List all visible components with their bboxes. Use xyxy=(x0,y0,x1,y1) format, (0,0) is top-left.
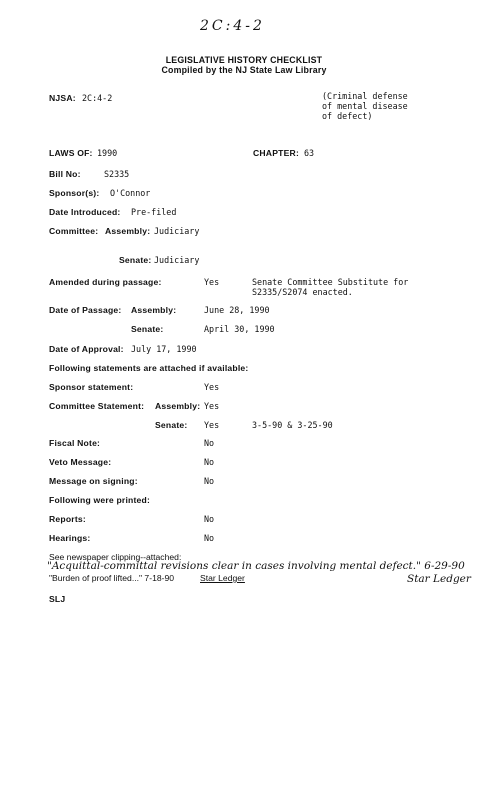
message-on-signing-value: No xyxy=(204,476,215,486)
committee-statement-assembly-value: Yes xyxy=(204,401,220,411)
njsa-label: NJSA: xyxy=(49,93,76,103)
amended-note-line-1: Senate Committee Substitute for xyxy=(252,277,409,287)
document-title: LEGISLATIVE HISTORY CHECKLIST xyxy=(165,55,323,65)
date-of-approval-label: Date of Approval: xyxy=(49,344,124,354)
committee-statement-senate-dates: 3-5-90 & 3-25-90 xyxy=(252,420,333,430)
following-printed-heading: Following were printed: xyxy=(49,495,151,505)
committee-senate-label: Senate: xyxy=(119,255,152,265)
passage-assembly-value: June 28, 1990 xyxy=(204,305,270,315)
fiscal-note-value: No xyxy=(204,438,215,448)
passage-senate-value: April 30, 1990 xyxy=(204,324,275,334)
passage-assembly-label: Assembly: xyxy=(131,305,177,315)
hearings-value: No xyxy=(204,533,215,543)
chapter-label: CHAPTER: xyxy=(253,148,299,158)
committee-label: Committee: xyxy=(49,226,99,236)
date-introduced-value: Pre-filed xyxy=(131,207,177,217)
reports-value: No xyxy=(204,514,215,524)
document-subtitle: Compiled by the NJ State Law Library xyxy=(161,65,327,75)
amended-label: Amended during passage: xyxy=(49,277,162,287)
date-of-passage-label: Date of Passage: xyxy=(49,305,122,315)
njsa-note-line-3: of defect) xyxy=(322,111,373,121)
committee-assembly-value: Judiciary xyxy=(154,226,200,236)
chapter-value: 63 xyxy=(304,148,315,158)
clipping-typed-2: "Burden of proof lifted..." 7-18-90 xyxy=(49,573,175,583)
laws-of-label: LAWS OF: xyxy=(49,148,93,158)
committee-statement-senate-label: Senate: xyxy=(155,420,188,430)
amended-note-line-2: S2335/S2074 enacted. xyxy=(252,287,353,297)
committee-statement-senate-value: Yes xyxy=(204,420,220,430)
date-introduced-label: Date Introduced: xyxy=(49,207,121,217)
njsa-note-line-2: of mental disease xyxy=(322,101,408,111)
sponsor-statement-label: Sponsor statement: xyxy=(49,382,134,392)
bill-no-value: S2335 xyxy=(104,169,130,179)
following-attached-heading: Following statements are attached if available: xyxy=(49,363,249,373)
veto-message-label: Veto Message: xyxy=(49,457,112,467)
sponsor-statement-value: Yes xyxy=(204,382,220,392)
clipping-handwritten-1-source: Star Ledger xyxy=(407,573,471,585)
njsa-note-line-1: (Criminal defense xyxy=(322,91,408,101)
hearings-label: Hearings: xyxy=(49,533,91,543)
committee-statement-assembly-label: Assembly: xyxy=(155,401,201,411)
initials: SLJ xyxy=(49,594,66,604)
committee-senate-value: Judiciary xyxy=(154,255,200,265)
laws-of-value: 1990 xyxy=(97,148,118,158)
reports-label: Reports: xyxy=(49,514,86,524)
clipping-handwritten-1: "Acquittal-committal revisions clear in cases involving mental defect." 6-29-90 xyxy=(47,560,465,572)
handwritten-id: 2C:4-2 xyxy=(200,18,265,34)
fiscal-note-label: Fiscal Note: xyxy=(49,438,101,448)
committee-statement-label: Committee Statement: xyxy=(49,401,145,411)
sponsor-label: Sponsor(s): xyxy=(49,188,100,198)
message-on-signing-label: Message on signing: xyxy=(49,476,138,486)
date-of-approval-value: July 17, 1990 xyxy=(131,344,197,354)
clipping-typed-2-source: Star Ledger xyxy=(200,573,245,583)
passage-senate-label: Senate: xyxy=(131,324,164,334)
njsa-value: 2C:4-2 xyxy=(82,93,113,103)
sponsor-value: O'Connor xyxy=(110,188,151,198)
committee-assembly-label: Assembly: xyxy=(105,226,151,236)
amended-value: Yes xyxy=(204,277,220,287)
clippings-intro: See newspaper clipping--attached: xyxy=(49,552,182,562)
bill-no-label: Bill No: xyxy=(49,169,81,179)
veto-message-value: No xyxy=(204,457,215,467)
